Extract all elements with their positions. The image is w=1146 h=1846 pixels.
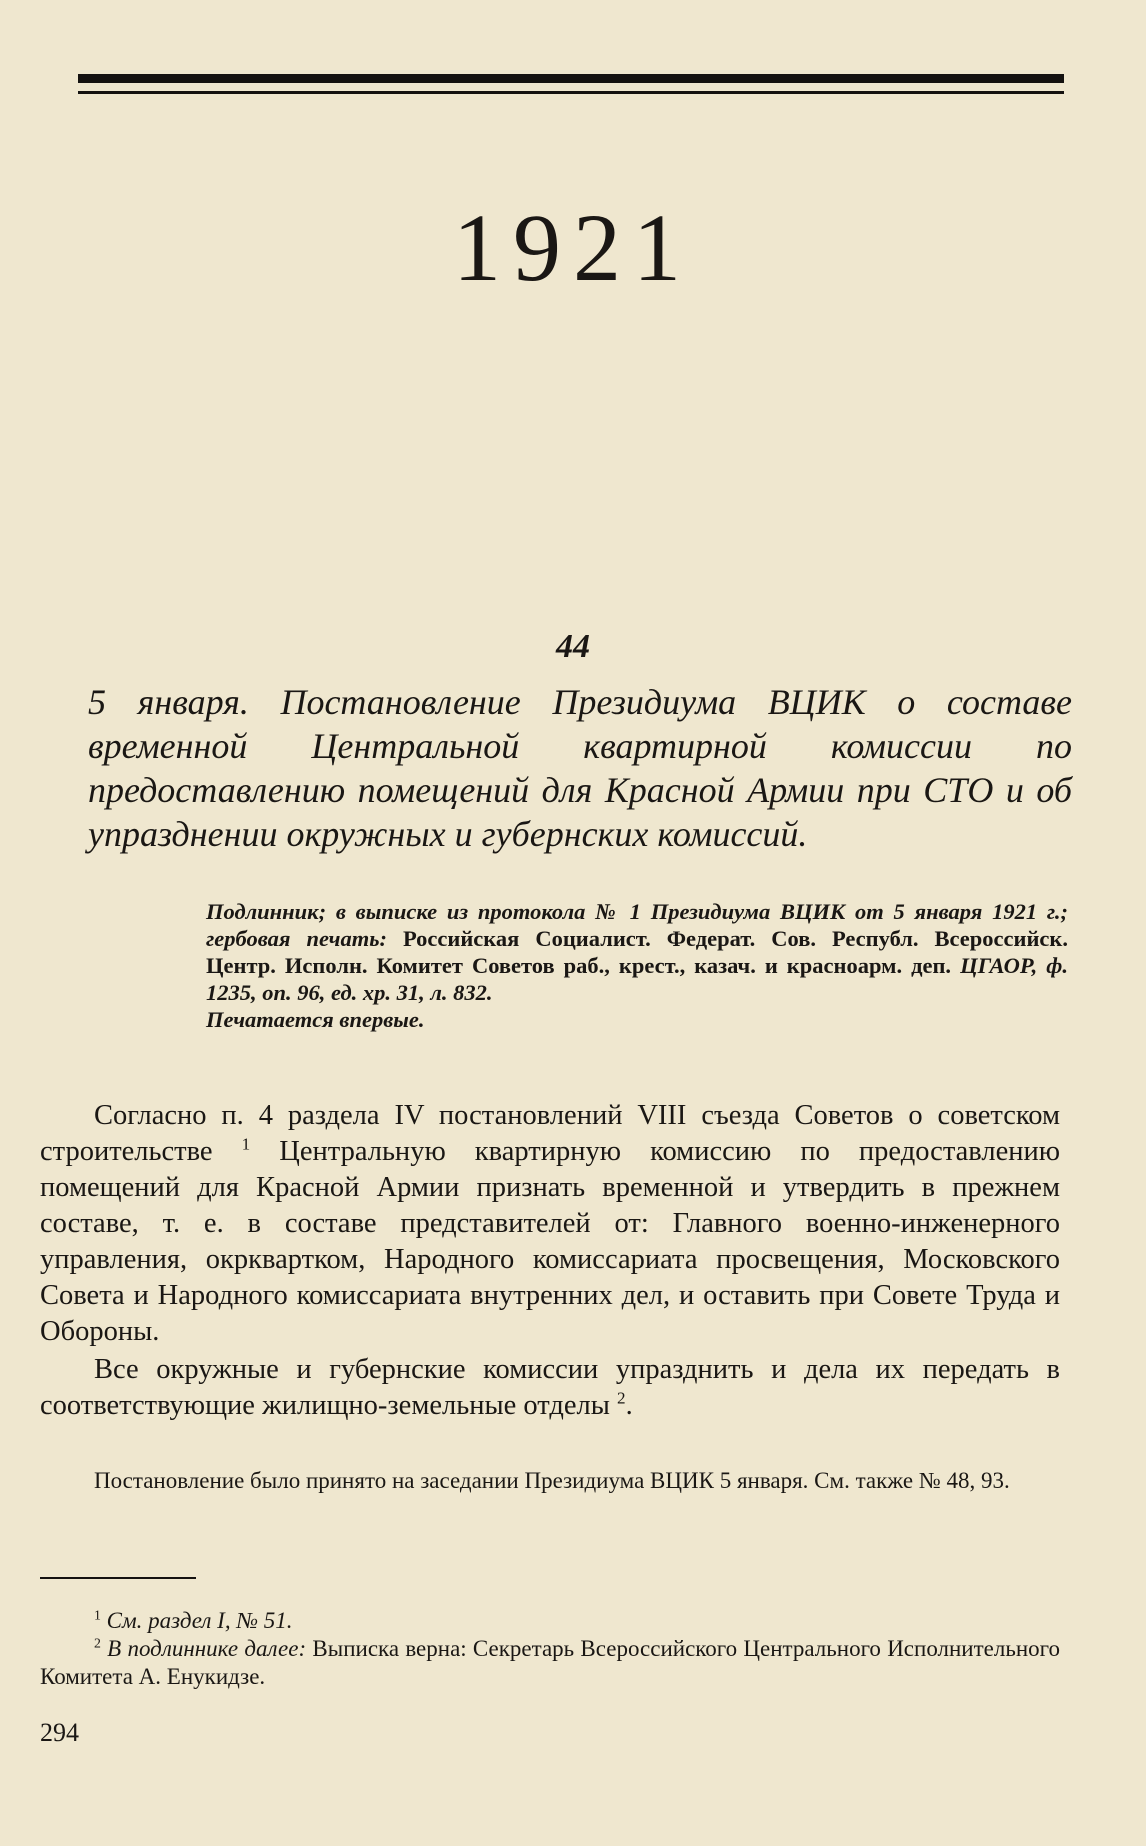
editorial-comment: Постановление было принято на заседании Президиума ВЦИК 5 января. См. также № 48, 93. xyxy=(94,1468,1010,1493)
source-print-note: Печатается впервые. xyxy=(206,1007,425,1032)
footnote-ref-2: 2 xyxy=(617,1388,626,1408)
footnote-2-mark: 2 xyxy=(94,1635,101,1651)
source-part-2: Российская Социалист. Федерат. Сов. Республ. Всероссийск. Центр. Исполн. Комитет Советов раб., крест., казач. и красноарм. деп. xyxy=(206,926,1068,978)
body-p2-text-a: Все окружные и губернские комиссии упразднить и дела их передать в соответствующие жилищно-земельные отделы xyxy=(40,1354,1060,1421)
footnote-2 xyxy=(40,1635,1060,1691)
page-number: 294 xyxy=(40,1718,79,1747)
source-note xyxy=(206,898,1068,1033)
body-p2-text-b: . xyxy=(625,1390,633,1421)
body-paragraph-2 xyxy=(40,1352,1060,1424)
document-number: 44 xyxy=(556,628,590,665)
body-p1-text-b: Центральную квартирную комиссию по предоставлению помещений для Красной Армии признать временной и утвердить в прежнем составе, т. е. в составе представителей от: Главного военно-инженерного управления, окрквартком, Народного комиссариата просвещения, Московского Совета и Народного комиссариата внутренних дел, и оставить при Совете Труда и Обороны. xyxy=(40,1136,1061,1347)
source-part-3: ЦГАОР, ф. 1235, оп. 96, ед. хр. 31, л. 832. xyxy=(206,953,1069,1005)
footnote-1-italic: См. раздел I, № 51. xyxy=(106,1608,293,1633)
body-paragraph-1 xyxy=(40,1098,1060,1350)
header-rule-thick xyxy=(78,74,1064,83)
footnotes xyxy=(40,1607,1060,1691)
header-rule-thin xyxy=(78,91,1064,94)
footnote-ref-1: 1 xyxy=(241,1134,251,1154)
document-body xyxy=(40,1098,1060,1426)
year-title: 1921 xyxy=(453,194,693,301)
source-part-1: Подлинник; в выписке из протокола № 1 Президиума ВЦИК от 5 января 1921 г.; гербовая печать: xyxy=(206,899,1068,951)
footnote-2-text: Выписка верна: Секретарь Всероссийского Центрального Исполнительного Комитета А. Енукидзе. xyxy=(40,1636,1061,1689)
document-heading: 5 января. Постановление Президиума ВЦИК о составе временной Центральной квартирной комиссии по предоставлению помещений для Красной Армии при СТО и об упразднении окружных и губернских комиссий. xyxy=(88,682,1072,854)
footnote-2-italic: В подлиннике далее: xyxy=(107,1636,307,1661)
footnote-1 xyxy=(40,1607,1060,1635)
footnote-1-mark: 1 xyxy=(94,1607,101,1623)
body-p1-text-a: Согласно п. 4 раздела IV постановлений VIII съезда Советов о советском строительстве xyxy=(40,1100,1060,1167)
footnote-divider xyxy=(40,1577,196,1579)
